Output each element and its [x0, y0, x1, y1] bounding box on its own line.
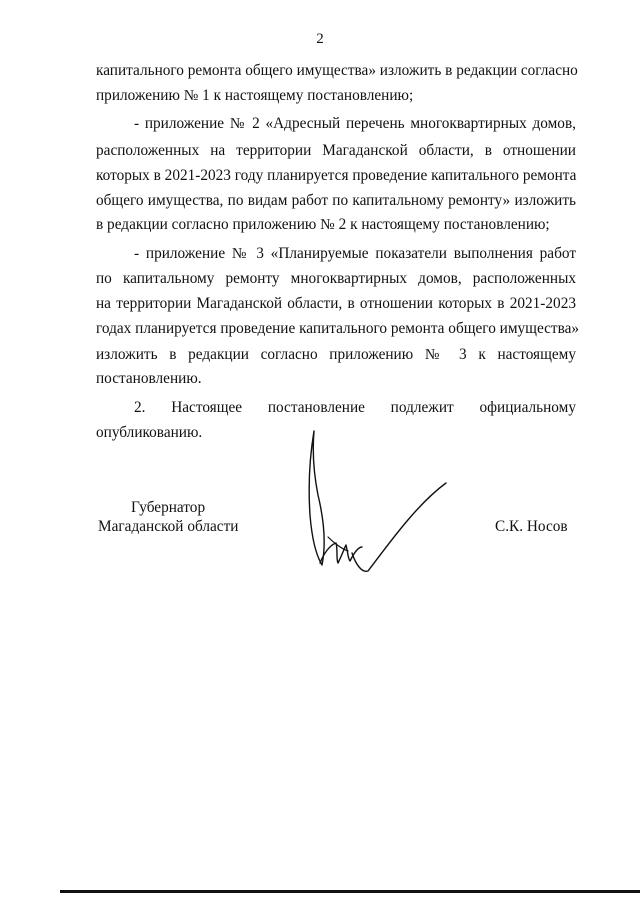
text-line: постановлению.: [96, 370, 202, 387]
text-line: - приложение № 2 «Адресный перечень многоквартирных домов,: [134, 115, 576, 132]
text-line: 2. Настоящее постановление подлежит официальному: [134, 399, 576, 416]
text-line: капитального ремонта общего имущества» изложить в редакции согласно: [96, 62, 578, 79]
text-line: изложить в редакции согласно приложению № 3 к настоящему: [96, 346, 576, 363]
signatory-title-line-1: Губернатор: [131, 499, 206, 516]
text-line: общего имущества, по видам работ по капитальному ремонту» изложить: [96, 192, 576, 209]
text-line: - приложение № 3 «Планируемые показатели выполнения работ: [134, 245, 576, 262]
bottom-rule: [60, 890, 640, 893]
page-number: 2: [316, 31, 324, 47]
text-line: опубликованию.: [96, 424, 203, 441]
text-line: в редакции согласно приложению № 2 к настоящему постановлению;: [96, 216, 550, 233]
text-line: годах планируется проведение капитального ремонта общего имущества»: [96, 320, 580, 337]
text-line: которых в 2021-2023 году планируется проведение капитального ремонта: [96, 167, 577, 184]
signatory-name: С.К. Носов: [495, 518, 568, 535]
signatory-title-line-2: Магаданской области: [98, 518, 239, 535]
text-line: по капитальному ремонту многоквартирных домов, расположенных: [96, 270, 576, 287]
text-line: приложению № 1 к настоящему постановлению;: [96, 87, 414, 104]
text-line: на территории Магаданской области, в отношении которых в 2021-2023: [96, 295, 576, 312]
text-line: расположенных на территории Магаданской области, в отношении: [96, 142, 576, 159]
handwritten-signature: [298, 425, 468, 585]
